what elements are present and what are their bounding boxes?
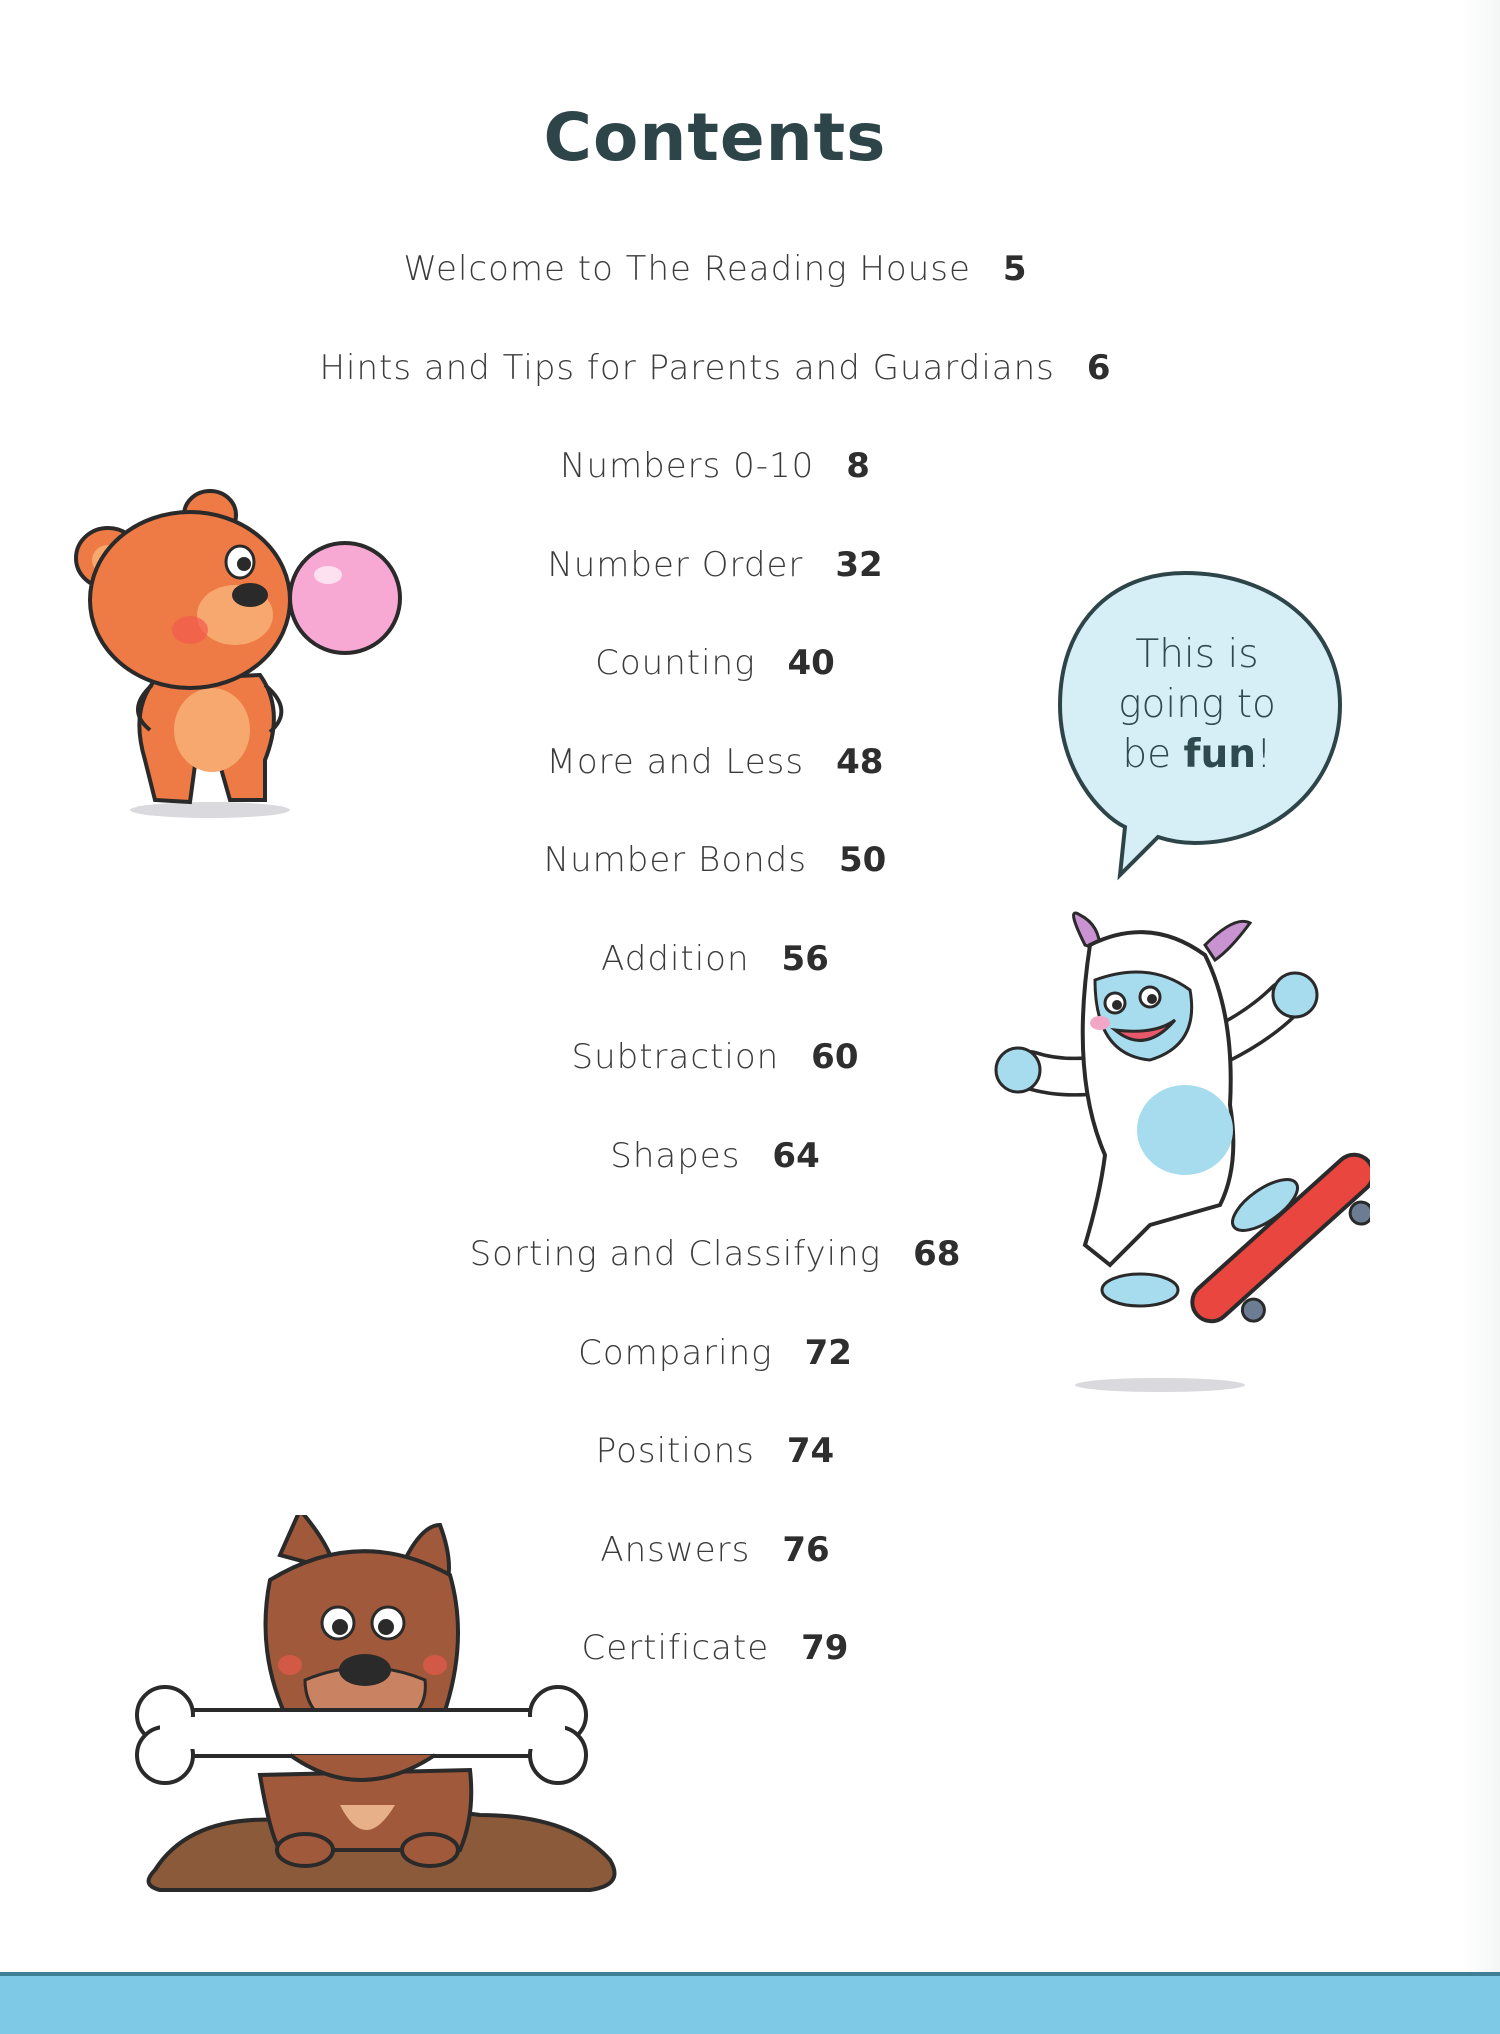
toc-page-number: 68 bbox=[913, 1234, 961, 1275]
toc-label: Positions bbox=[595, 1431, 755, 1472]
toc-label: Number Order bbox=[547, 544, 804, 585]
toc-label: Subtraction bbox=[571, 1037, 780, 1078]
dog-paw-left bbox=[277, 1834, 333, 1866]
dog-nose bbox=[339, 1654, 391, 1686]
toc-label: More and Less bbox=[546, 741, 805, 782]
bear-cheek bbox=[172, 616, 208, 644]
yeti-hand-right bbox=[1273, 973, 1317, 1017]
toc-page-number: 79 bbox=[801, 1628, 849, 1669]
bubble-line: This is bbox=[1135, 632, 1259, 677]
toc-page-number: 72 bbox=[804, 1332, 852, 1373]
toc-label: Shapes bbox=[610, 1135, 741, 1176]
page-title: Contents bbox=[543, 99, 887, 177]
toc-label: Welcome to The Reading House bbox=[403, 249, 971, 290]
speech-bubble-text bbox=[1062, 630, 1332, 780]
toc-label: Addition bbox=[601, 938, 750, 979]
yeti-hand-left bbox=[996, 1048, 1040, 1092]
toc-label: Numbers 0-10 bbox=[560, 446, 815, 487]
page-edge bbox=[1464, 0, 1500, 1975]
yeti-foot bbox=[1102, 1274, 1178, 1306]
toc-label: Counting bbox=[595, 643, 756, 684]
bear-belly bbox=[174, 688, 250, 772]
toc-page-number: 56 bbox=[781, 938, 829, 979]
toc-label: Comparing bbox=[578, 1332, 773, 1373]
toc-page-number: 40 bbox=[787, 643, 835, 684]
bubble-line: going to bbox=[1118, 682, 1276, 727]
bear-nose bbox=[232, 583, 268, 607]
toc-label: Certificate bbox=[581, 1628, 770, 1669]
toc-label: Sorting and Classifying bbox=[469, 1234, 882, 1275]
toc-entry[interactable] bbox=[0, 220, 1430, 319]
dog-illustration bbox=[130, 1515, 630, 1915]
yeti-illustration bbox=[990, 905, 1370, 1395]
toc-page-number: 32 bbox=[835, 544, 883, 585]
bottom-color-band bbox=[0, 1972, 1500, 2034]
yeti-belly bbox=[1137, 1085, 1233, 1175]
yeti-horn-right bbox=[1205, 921, 1250, 960]
bear-shadow bbox=[130, 802, 290, 818]
toc-page-number: 5 bbox=[1002, 249, 1027, 290]
toc-page-number: 8 bbox=[846, 446, 870, 487]
toc-label: Answers bbox=[600, 1529, 751, 1570]
toc-page-number: 64 bbox=[772, 1135, 820, 1176]
toc-label: Number Bonds bbox=[543, 840, 807, 881]
toc-page-number: 60 bbox=[811, 1037, 859, 1078]
toc-page-number: 48 bbox=[836, 741, 884, 782]
toc-page-number: 50 bbox=[838, 840, 887, 881]
bubble-line: be fun! bbox=[1122, 732, 1272, 777]
bubble-gum bbox=[290, 543, 400, 653]
yeti-shadow bbox=[1075, 1378, 1245, 1392]
toc-label: Hints and Tips for Parents and Guardians bbox=[319, 347, 1055, 388]
dog-paw-right bbox=[402, 1834, 458, 1866]
toc-page-number: 74 bbox=[786, 1431, 835, 1472]
bear-illustration bbox=[60, 480, 410, 830]
toc-entry[interactable] bbox=[0, 319, 1430, 418]
toc-page-number: 6 bbox=[1086, 347, 1111, 388]
toc-page-number: 76 bbox=[782, 1529, 830, 1570]
toc-entry[interactable] bbox=[0, 1402, 1430, 1501]
